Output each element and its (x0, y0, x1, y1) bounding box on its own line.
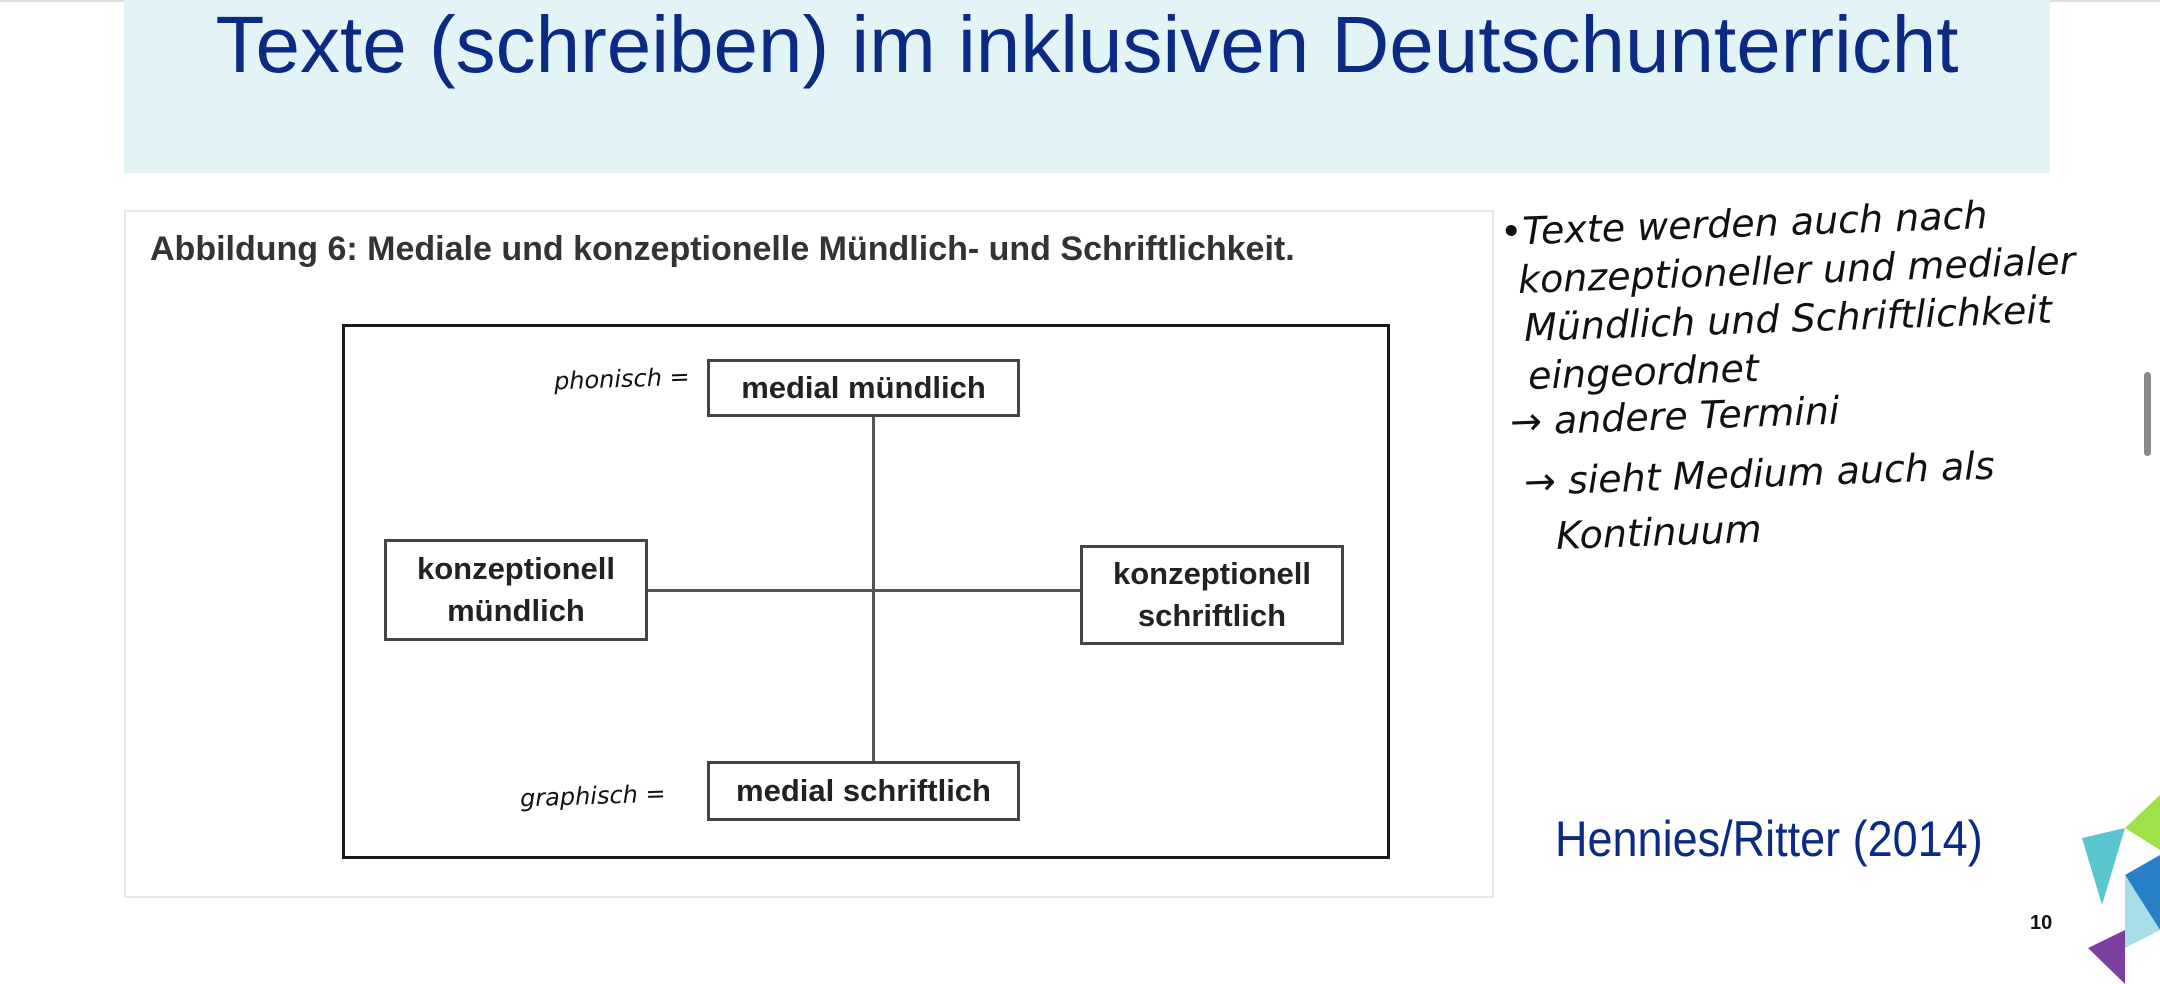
decor-triangle (2088, 930, 2125, 984)
vertical-axis (872, 417, 875, 772)
notes-divider (1492, 715, 1494, 815)
note-line: → sieht Medium auch als (1523, 443, 1996, 504)
box-konzeptionell-muendlich (384, 539, 648, 641)
note-line: •Texte werden auch nach (1499, 192, 1989, 254)
scrollbar-thumb[interactable] (2144, 372, 2151, 456)
handwritten-phonisch: phonisch = (553, 362, 691, 396)
citation: Hennies/Ritter (2014) (1555, 811, 1983, 867)
note-line: konzeptioneller und medialer (1517, 238, 2076, 302)
title-band (124, 0, 2050, 173)
note-line: eingeordnet (1527, 345, 1760, 398)
diagram-frame (342, 324, 1390, 859)
note-line: Mündlich und Schriftlichkeit (1523, 287, 2053, 350)
notes-divider (1492, 212, 1494, 332)
note-line: Kontinuum (1555, 506, 1763, 558)
box-medial-schriftlich (707, 761, 1020, 821)
decorative-triangles (2080, 780, 2160, 984)
box-label: medial schriftlich (736, 773, 991, 808)
box-konzeptionell-schriftlich (1080, 545, 1344, 645)
figure-panel (124, 210, 1494, 898)
box-label: konzeptionell mündlich (416, 551, 616, 628)
page-number: 10 (2030, 912, 2053, 934)
slide-title: Texte (schreiben) im inklusiven Deutschunterricht (215, 0, 1959, 89)
horizontal-axis (605, 589, 1135, 592)
box-label: medial mündlich (741, 370, 986, 405)
box-label: konzeptionell schriftlich (1112, 556, 1312, 633)
handwritten-graphisch: graphisch = (519, 779, 667, 813)
figure-caption: Abbildung 6: Mediale und konzeptionelle Mündlich- und Schriftlichkeit. (150, 230, 1295, 268)
decor-triangle (2125, 795, 2160, 850)
decor-triangle (2082, 828, 2125, 905)
note-line: → andere Termini (1509, 388, 1841, 444)
box-medial-muendlich (707, 359, 1020, 417)
